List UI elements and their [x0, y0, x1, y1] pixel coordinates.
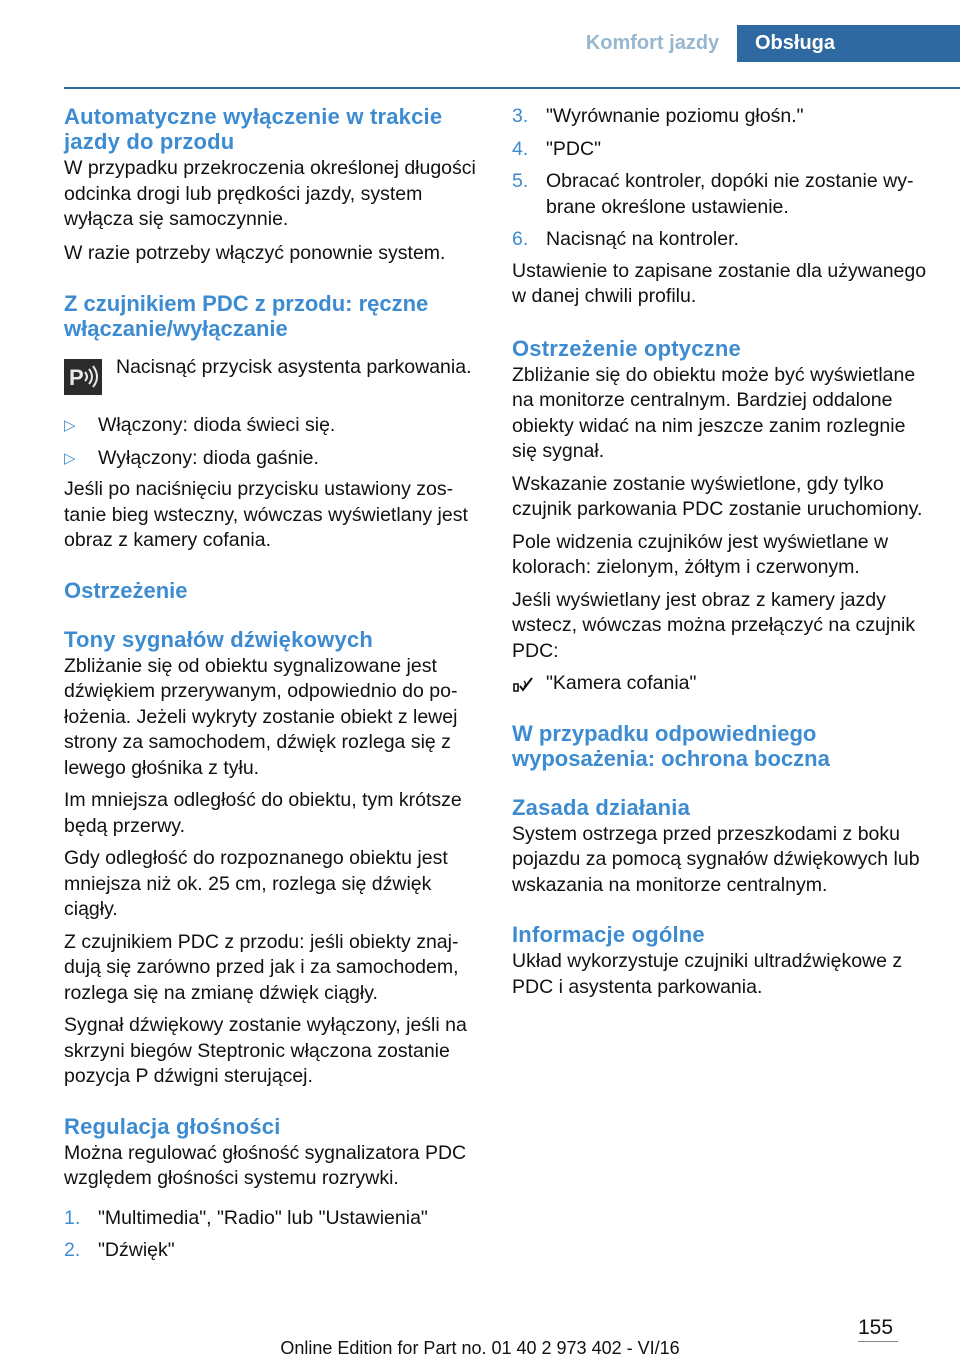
header-rule [64, 87, 960, 89]
heading-principle: Zasada działania [512, 794, 691, 820]
triangle-bullet-icon: ▷ [64, 449, 76, 467]
heading-volume: Regulacja głośności [64, 1113, 281, 1139]
heading-auto-off: Automatyczne wyłączenie w trakcie jazdy do przodu [64, 104, 443, 154]
paragraph: Układ wykorzystuje czujniki ultradźwiękowe z PDC i asystenta parkowania. [512, 950, 903, 998]
paragraph: W razie potrzeby włączyć ponownie system. [64, 241, 446, 264]
list-item: 3. "Wyrównanie poziomu głośn." [512, 105, 804, 127]
bullet-item: ▷ Wyłączony: dioda gaśnie. [64, 446, 480, 472]
paragraph: Jeśli wyświetlany jest obraz z kamery jazdy wstecz, wówczas można przełączyć na czujnik PDC: [512, 588, 916, 662]
right-column [512, 104, 928, 1000]
paragraph: Z czujnikiem PDC z przodu: jeśli obiekty znajdują się zarówno przed jak i za samochodem, rozlega się na zmianę dźwięk ciągły. [64, 930, 459, 1004]
paragraph: System ostrzega przed przeszkodami z boku pojazdu za pomocą sygnałów dźwiękowych lub wskazania na monitorze centralnym. [512, 822, 920, 896]
heading-general-info: Informacje ogólne [512, 922, 705, 947]
left-column [64, 104, 480, 1264]
paragraph: Wskazanie zostanie wyświetlone, gdy tylko czujnik parkowania PDC zostanie uruchomiony. [512, 472, 923, 520]
paragraph: Zbliżanie się od obiektu sygnalizowane jest dźwiękiem przerywanym, odpowiednio do położenia. Jeżeli wykryty zostanie obiekt z lewej strony za samochodem, dźwięk rozlega się z lewego głośnika z tyłu. [64, 654, 458, 779]
paragraph: Pole widzenia czujników jest wyświetlane w kolorach: zielonym, żółtym i czerwonym. [512, 530, 889, 578]
paragraph: Można regulować głośność sygnalizatora PDC względem głośności systemu rozrywki. [64, 1141, 467, 1189]
camera-switch-label: "Kamera cofania" [546, 672, 697, 694]
paragraph: Im mniejsza odległość do obiektu, tym krótsze będą przerwy. [64, 789, 462, 837]
svg-text:P: P [69, 365, 84, 390]
steps-list [512, 104, 928, 253]
steps-list [64, 1206, 480, 1264]
heading-side-protection: W przypadku odpowiedniego wyposażenia: ochrona boczna [512, 720, 830, 771]
heading-front-pdc: Z czujnikiem PDC z przodu: ręczne włączanie/wyłączanie [64, 291, 429, 341]
list-item: 2. "Dźwięk" [64, 1239, 175, 1261]
paragraph: W przypadku przekroczenia określonej długości odcinka drogi lub prędkości jazdy, system wyłącza się samoczynnie. [64, 157, 476, 230]
heading-optical-warning: Ostrzeżenie optyczne [512, 335, 741, 361]
list-item: 5. Obracać kontroler, dopóki nie zostanie wybrane określone ustawienie. [512, 170, 914, 218]
paragraph: Jeśli po naciśnięciu przycisku ustawiony zostanie bieg wsteczny, wówczas wyświetlany jest obraz z kamery cofania. [64, 478, 468, 551]
paragraph: Sygnał dźwiękowy zostanie wyłączony, jeśli na skrzyni biegów Steptronic włączona zostanie pozycja P dźwigni sterującej. [64, 1014, 467, 1087]
paragraph: Ustawienie to zapisane zostanie dla używanego w danej chwili profilu. [512, 259, 927, 307]
park-assist-instruction: Nacisnąć przycisk asystenta parkowania. [116, 356, 472, 378]
paragraph: Gdy odległość do rozpoznanego obiektu jest mniejsza niż ok. 25 cm, rozlega się dźwięk ciągły. [64, 847, 448, 920]
triangle-bullet-icon: ▷ [64, 417, 76, 434]
section-tab: Komfort jazdy [585, 32, 720, 54]
camera-switch-icon [512, 675, 536, 695]
page-header [0, 25, 960, 63]
chapter-tab: Obsługa [737, 25, 960, 62]
status-bullets [64, 413, 480, 471]
bullet-item: ▷ Włączony: dioda świeci się. [64, 413, 480, 439]
list-item: 4. "PDC" [512, 137, 602, 160]
list-item: 1. "Multimedia", "Radio" lub "Ustawienia" [64, 1206, 428, 1229]
heading-tones: Tony sygnałów dźwiękowych [64, 626, 373, 652]
heading-warning: Ostrzeżenie [64, 577, 188, 603]
park-assist-button-icon [64, 359, 102, 395]
camera-switch-row [512, 671, 928, 697]
park-assist-row [64, 355, 480, 395]
page-number: 155 [858, 1316, 894, 1339]
list-item: 6. Nacisnąć na kontroler. [512, 228, 739, 250]
edition-line: Online Edition for Part no. 01 40 2 973 402 - VI/16 [280, 1338, 680, 1358]
paragraph: Zbliżanie się do obiektu może być wyświetlane na monitorze centralnym. Bardziej oddalone obiekty widać na nim jeszcze zanim rozlegnie się sygnał. [512, 363, 916, 462]
